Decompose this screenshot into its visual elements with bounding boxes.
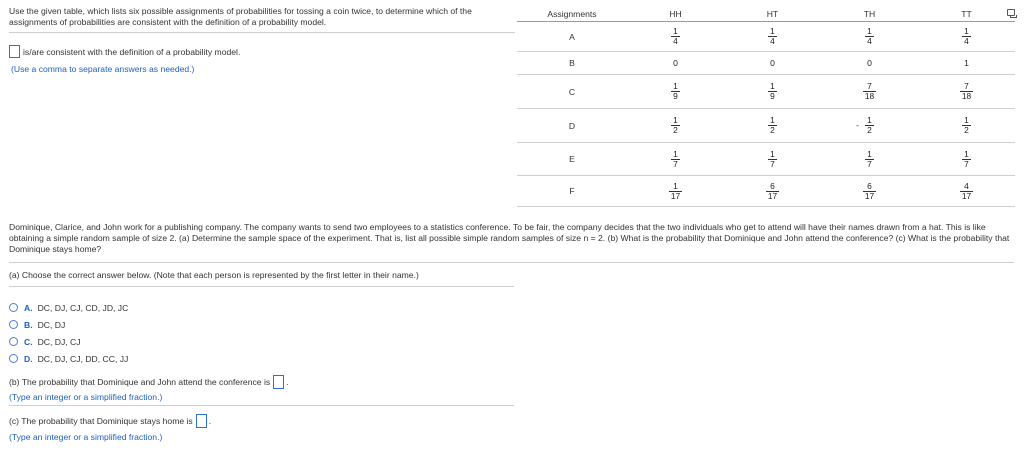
table-cell bbox=[821, 143, 918, 175]
option-letter: A. bbox=[24, 302, 33, 313]
fraction bbox=[863, 82, 876, 101]
denominator: 4 bbox=[673, 36, 678, 46]
fraction bbox=[671, 27, 680, 46]
row-label: D bbox=[568, 120, 576, 131]
table-cell bbox=[918, 109, 1015, 142]
question-2-prompt: Dominique, Clarice, and John work for a publishing company. The company wants to send two employees to a statistics conference. To be fair, the company decides that the two individuals who get to attend will have their names drawn from a hat. This is like obtaining a simple random sample of size 2. (a) Determine the sample space of the experiment. That is, list all possible simple random samples of size n = 2. (b) What is the probability that Dominique and John attend the conference? (c) What is the probability that Dominique stays home? bbox=[9, 222, 1010, 254]
row-label: E bbox=[569, 154, 575, 164]
denominator: 17 bbox=[767, 190, 778, 201]
row-label: B bbox=[569, 58, 575, 68]
denominator: 4 bbox=[964, 36, 969, 46]
cell-value: 0 bbox=[770, 58, 775, 68]
denominator: 18 bbox=[864, 91, 875, 101]
fraction bbox=[962, 116, 971, 135]
table-cell bbox=[724, 75, 821, 108]
fraction bbox=[865, 27, 874, 46]
numerator: 6 bbox=[770, 180, 775, 191]
radio-button[interactable] bbox=[9, 320, 18, 329]
table-cell bbox=[821, 22, 918, 51]
header-th: TH bbox=[863, 8, 876, 19]
table-cell bbox=[918, 176, 1015, 206]
header-hh: HH bbox=[669, 8, 682, 19]
cell-value: 0 bbox=[867, 58, 872, 68]
denominator: 4 bbox=[770, 36, 775, 46]
header-assignments: Assignments bbox=[547, 8, 597, 19]
part-a-options bbox=[9, 299, 128, 367]
numerator: 1 bbox=[673, 180, 678, 191]
part-c-hint: (Type an integer or a simplified fraction.) bbox=[9, 432, 163, 442]
table-cell bbox=[821, 52, 918, 74]
numerator: 7 bbox=[964, 81, 969, 91]
numerator: 1 bbox=[964, 115, 969, 125]
option-b[interactable] bbox=[9, 316, 128, 333]
fraction bbox=[768, 116, 777, 135]
radio-button[interactable] bbox=[9, 303, 18, 312]
question-1 bbox=[9, 6, 514, 33]
header-tt bbox=[918, 6, 1015, 21]
fraction bbox=[863, 182, 876, 201]
table-cell bbox=[724, 143, 821, 175]
fraction bbox=[856, 115, 874, 135]
option-text: DC, DJ bbox=[37, 319, 66, 330]
denominator: 4 bbox=[867, 36, 872, 46]
divider bbox=[9, 262, 1014, 263]
fraction bbox=[671, 82, 680, 101]
fraction bbox=[768, 150, 777, 169]
option-text: DC, DJ, CJ, CD, JD, JC bbox=[37, 302, 129, 313]
fraction bbox=[671, 116, 680, 135]
denominator: 2 bbox=[770, 125, 775, 135]
fraction bbox=[768, 82, 777, 101]
numerator: 1 bbox=[770, 115, 775, 125]
part-c-prompt: (c) The probability that Dominique stays home is bbox=[9, 416, 193, 426]
table-cell bbox=[918, 75, 1015, 108]
table-cell bbox=[821, 176, 918, 206]
table-cell bbox=[627, 52, 724, 74]
fraction bbox=[768, 27, 777, 46]
table-row bbox=[517, 52, 1015, 75]
period: . bbox=[208, 416, 212, 426]
option-text: DC, DJ, CJ, DD, CC, JJ bbox=[37, 353, 129, 364]
row-label: F bbox=[569, 186, 575, 196]
table-cell bbox=[918, 143, 1015, 175]
radio-button[interactable] bbox=[9, 354, 18, 363]
question-1-answer-line bbox=[9, 45, 240, 58]
numerator: 1 bbox=[867, 115, 872, 125]
fraction bbox=[669, 182, 682, 201]
question-1-hint: (Use a comma to separate answers as needed.) bbox=[11, 64, 195, 74]
denominator: 9 bbox=[673, 91, 678, 101]
question-1-answer-suffix: is/are consistent with the definition of a probability model. bbox=[23, 46, 241, 57]
numerator: 1 bbox=[964, 26, 969, 36]
divider bbox=[9, 286, 514, 287]
period: . bbox=[286, 377, 289, 387]
part-b-hint: (Type an integer or a simplified fraction.) bbox=[9, 392, 163, 402]
option-letter: D. bbox=[24, 353, 33, 364]
part-b-answer-input[interactable] bbox=[273, 375, 284, 389]
denominator: 7 bbox=[867, 158, 872, 169]
probability-table bbox=[517, 6, 1015, 207]
header-ht: HT bbox=[766, 8, 779, 19]
numerator: 1 bbox=[770, 148, 775, 159]
table-cell bbox=[724, 176, 821, 206]
denominator: 17 bbox=[961, 190, 972, 201]
fraction bbox=[960, 182, 973, 201]
table-cell bbox=[724, 109, 821, 142]
numerator: 1 bbox=[673, 115, 678, 125]
radio-button[interactable] bbox=[9, 337, 18, 346]
table-row bbox=[517, 176, 1015, 207]
table-row bbox=[517, 75, 1015, 109]
denominator: 2 bbox=[964, 125, 969, 135]
table-cell bbox=[918, 52, 1015, 74]
denominator: 7 bbox=[673, 158, 678, 169]
table-row bbox=[517, 109, 1015, 143]
fraction bbox=[960, 82, 973, 101]
option-letter: C. bbox=[24, 336, 33, 347]
negative-sign: - bbox=[856, 120, 859, 130]
question-1-answer-input[interactable] bbox=[9, 45, 20, 58]
numerator: 1 bbox=[770, 26, 775, 36]
option-d[interactable] bbox=[9, 350, 128, 367]
table-cell bbox=[627, 109, 724, 142]
numerator: 1 bbox=[673, 81, 678, 91]
numerator: 4 bbox=[964, 180, 969, 191]
copy-table-icon[interactable] bbox=[1007, 9, 1015, 16]
question-1-prompt: Use the given table, which lists six possible assignments of probabilities for tossing a coin twice, to determine which of the assignments of probabilities are consistent with the definition of a probability model. bbox=[9, 6, 472, 27]
table-cell bbox=[821, 109, 918, 142]
table-header-row bbox=[517, 6, 1015, 22]
numerator: 1 bbox=[964, 148, 969, 159]
denominator: 7 bbox=[770, 158, 775, 169]
option-text: DC, DJ, CJ bbox=[37, 336, 81, 347]
numerator: 1 bbox=[867, 148, 872, 159]
part-c-line bbox=[9, 414, 211, 428]
option-letter: B. bbox=[24, 319, 33, 330]
table-cell bbox=[724, 52, 821, 74]
row-label: A bbox=[569, 31, 575, 42]
fraction bbox=[962, 150, 971, 169]
cell-value: 1 bbox=[964, 58, 969, 68]
table-cell bbox=[627, 75, 724, 108]
table-cell bbox=[627, 143, 724, 175]
numerator: 1 bbox=[770, 81, 775, 91]
table-cell bbox=[821, 75, 918, 108]
table-cell bbox=[627, 22, 724, 51]
part-b-prompt: (b) The probability that Dominique and John attend the conference is bbox=[9, 377, 271, 387]
numerator: 1 bbox=[673, 148, 678, 159]
denominator: 17 bbox=[670, 190, 681, 201]
divider bbox=[9, 32, 515, 33]
table-cell bbox=[627, 176, 724, 206]
option-c[interactable] bbox=[9, 333, 128, 350]
part-c-answer-input[interactable] bbox=[196, 414, 207, 428]
cell-value: 0 bbox=[673, 58, 678, 68]
denominator: 7 bbox=[964, 158, 969, 169]
fraction bbox=[962, 27, 971, 46]
table-row bbox=[517, 143, 1015, 176]
fraction bbox=[671, 150, 680, 169]
row-label: C bbox=[568, 86, 576, 97]
part-a-prompt: (a) Choose the correct answer below. (Note that each person is represented by the first letter in their name.) bbox=[9, 270, 419, 280]
denominator: 17 bbox=[864, 190, 875, 201]
numerator: 6 bbox=[867, 180, 872, 191]
table-cell bbox=[918, 22, 1015, 51]
option-a[interactable] bbox=[9, 299, 128, 316]
numerator: 1 bbox=[867, 26, 872, 36]
header-tt-label: TT bbox=[961, 8, 972, 19]
numerator: 1 bbox=[673, 26, 678, 36]
denominator: 18 bbox=[961, 91, 972, 101]
numerator: 7 bbox=[867, 81, 872, 91]
fraction bbox=[766, 182, 779, 201]
fraction bbox=[865, 150, 874, 169]
divider bbox=[9, 405, 514, 406]
denominator: 9 bbox=[770, 91, 775, 101]
part-b-line bbox=[9, 375, 289, 389]
denominator: 2 bbox=[867, 125, 872, 135]
table-row bbox=[517, 22, 1015, 52]
denominator: 2 bbox=[673, 125, 678, 135]
table-cell bbox=[724, 22, 821, 51]
